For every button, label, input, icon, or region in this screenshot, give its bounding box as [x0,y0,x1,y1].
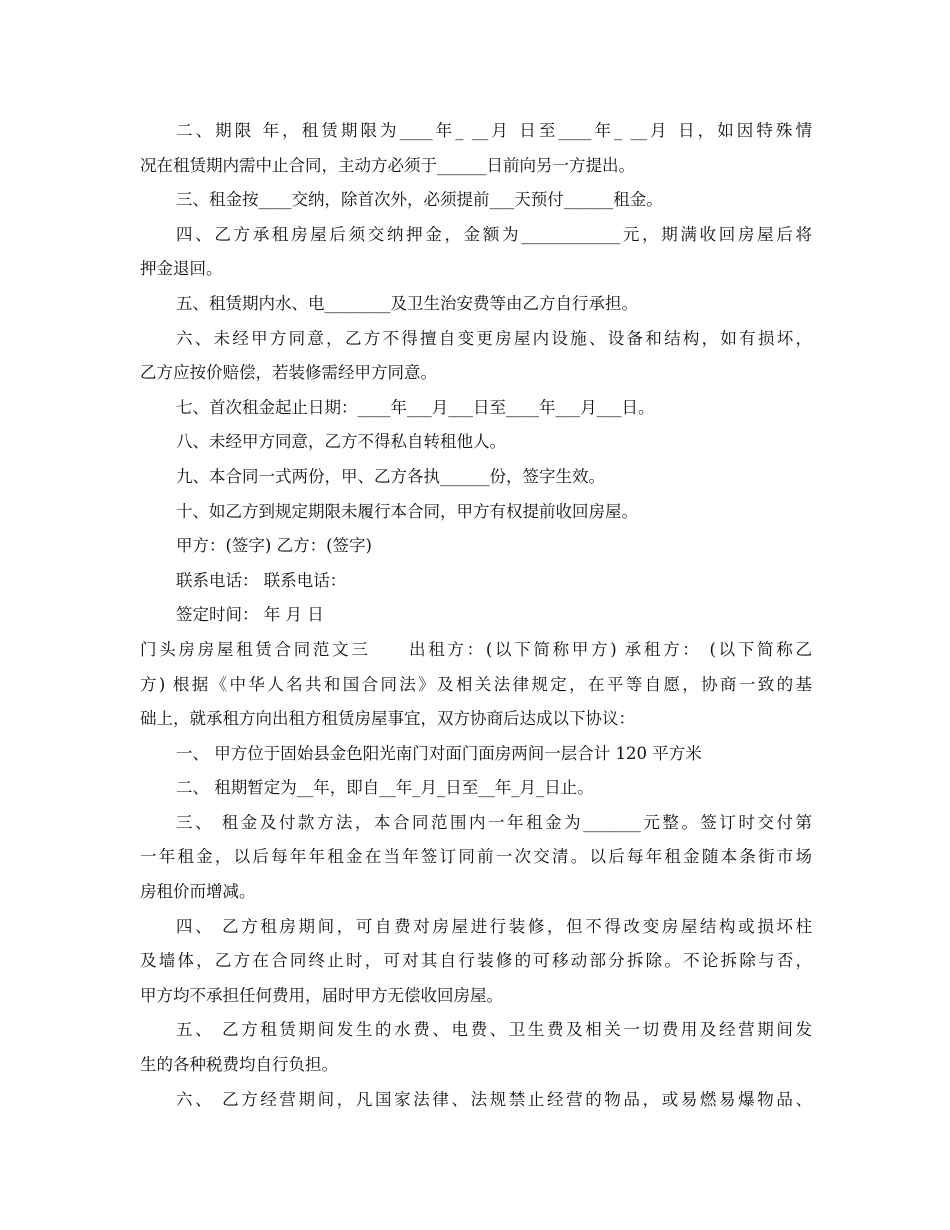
text-line: 甲方：(签字) 乙方：(签字) [176,536,372,556]
text-line: 十、如乙方到规定期限未履行本合同，甲方有权提前收回房屋。 [176,501,638,521]
text-line: 甲方均不承担任何费用，届时甲方无偿收回房屋。 [140,985,503,1005]
text-line: 方) 根据《中华人名共和国合同法》及相关法律规定，在平等自愿，协商一致的基 [140,674,812,694]
text-line: 生的各种税费均自行负担。 [140,1055,338,1075]
text-line: 六、 乙方经营期间，凡国家法律、法规禁止经营的物品，或易燃易爆物品、 [176,1089,812,1109]
text-line: 联系电话： 联系电话： [176,570,347,590]
text-line: 门头房房屋租赁合同范文三 出租方：(以下简称甲方) 承租方： (以下简称乙 [140,639,812,659]
text-line: 及墙体，乙方在合同终止时，可对其自行装修的可移动部分拆除。不论拆除与否， [140,951,812,971]
text-line: 二、期限 年，租赁期限为____年_ __月 日至____年_ __月 日，如因特殊情 [176,121,812,140]
text-line: 一、 甲方位于固始县金色阳光南门对面门面房两间一层合计 120 平方米 [176,743,702,763]
text-line: 三、租金按____交纳，除首次外，必须提前___天预付______租金。 [176,190,663,210]
text-line: 四、乙方承租房屋后须交纳押金，金额为____________元，期满收回房屋后将 [176,224,812,244]
text-line: 三、 租金及付款方法，本合同范围内一年租金为_______元整。签订时交付第 [176,812,812,832]
text-line: 房租价而增减。 [140,882,256,902]
text-line: 签定时间： 年 月 日 [176,605,324,625]
text-line: 九、本合同一式两份，甲、乙方各执______份，签字生效。 [176,466,605,486]
text-line: 五、租赁期内水、电________及卫生治安费等由乙方自行承担。 [176,293,638,313]
text-line: 础上，就承租方向出租方租赁房屋事宜，双方协商后达成以下协议： [140,709,635,729]
text-line: 乙方应按价赔偿，若装修需经甲方同意。 [140,363,437,383]
text-line: 八、未经甲方同意，乙方不得私自转租他人。 [176,432,506,452]
text-line: 二、 租期暂定为__年，即自__年_月_日至__年_月_日止。 [176,778,594,798]
text-line: 六、未经甲方同意，乙方不得擅自变更房屋内设施、设备和结构，如有损坏， [176,328,812,348]
text-line: 押金退回。 [140,259,223,279]
text-line: 况在租赁期内需中止合同，主动方必须于______日前向另一方提出。 [140,155,635,175]
document-page [140,114,812,1117]
text-line: 七、首次租金起止日期：____年___月___日至____年___月___日。 [176,397,655,417]
text-line: 一年租金，以后每年年租金在当年签订同前一次交清。以后每年租金随本条街市场 [140,847,812,867]
text-line: 四、 乙方租房期间，可自费对房屋进行装修，但不得改变房屋结构或损坏柱 [176,916,812,936]
text-line: 五、 乙方租赁期间发生的水费、电费、卫生费及相关一切费用及经营期间发 [176,1020,812,1040]
